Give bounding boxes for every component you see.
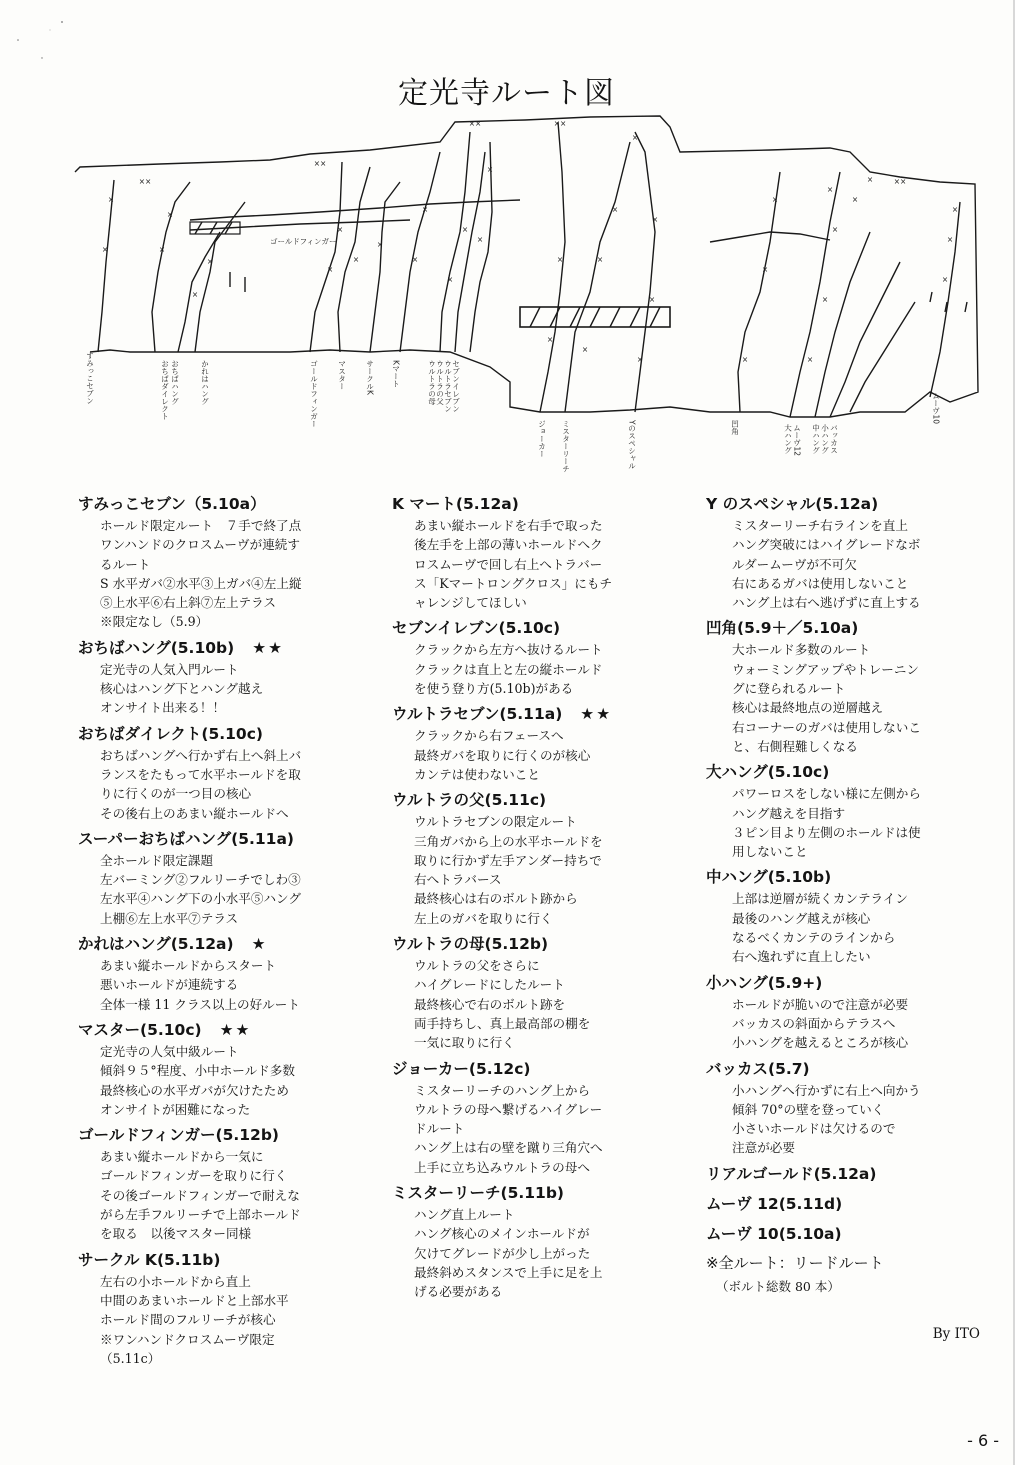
- route-line: ハング上は右の壁を蹴り三角穴へ: [414, 1140, 603, 1156]
- topo-label: すみっこセブン: [85, 352, 95, 405]
- page-title: 定光寺ルート図: [398, 76, 615, 111]
- route-name: すみっこセブン（5.10a）: [78, 495, 266, 513]
- svg-text:×: ×: [851, 195, 859, 204]
- route-line: ハング越えを目指す: [732, 805, 846, 821]
- svg-text:×: ×: [806, 355, 814, 364]
- route-line: 小ハングへ行かずに右上へ向かう: [732, 1082, 921, 1098]
- route-line: 両手持ちし、真上最高部の棚を: [414, 1015, 591, 1031]
- route-name: 大ハング(5.10c): [706, 763, 830, 782]
- route-line: ス「Kマートロングクロス」にもチ: [414, 575, 613, 591]
- route-stars: ★: [251, 935, 268, 954]
- svg-text:×: ×: [107, 195, 115, 204]
- route-line: ルダームーヴが不可欠: [732, 556, 857, 572]
- svg-text:×: ×: [486, 165, 494, 174]
- route-name-real-gold: リアルゴールド(5.12a): [706, 1164, 877, 1183]
- svg-text:×: ×: [821, 295, 829, 304]
- route-line: 全体一様 11 クラス以上の好ルート: [100, 996, 300, 1012]
- route-line: ハング核心のメインホールドが: [414, 1226, 590, 1242]
- page-number: - 6 -: [967, 1431, 999, 1450]
- topo-label: ミスターリーチ: [561, 420, 571, 473]
- topo-label: マスター: [337, 360, 347, 390]
- route-line: ホールド間のフルリーチが核心: [100, 1312, 276, 1328]
- svg-text:×: ×: [476, 235, 484, 244]
- svg-text:×: ×: [461, 225, 469, 234]
- route-line: ウルトラセブンの限定ルート: [414, 814, 577, 830]
- route-line: 小さいホールドは欠けるので: [732, 1121, 896, 1137]
- route-line: ３ピン目より左側のホールドは使: [732, 824, 921, 840]
- topo-label: ジョーカー: [537, 420, 547, 458]
- route-line: ウルトラの父をさらに: [414, 958, 540, 974]
- route-line: あまい縦ホールドから一気に: [100, 1149, 264, 1165]
- topo-label: 大ハング: [783, 424, 793, 454]
- route-name: おちばハング(5.10b): [78, 638, 235, 657]
- route-line: るルート: [100, 556, 151, 572]
- svg-text:××: ××: [553, 119, 567, 128]
- topo-label: ウルトラの母: [427, 360, 437, 405]
- route-line: グに登られるルート: [732, 681, 846, 697]
- topo-label: ゴールドフィンガー: [309, 360, 319, 428]
- scan-specks: [0, 0, 80, 60]
- route-entry: [392, 932, 692, 1052]
- route-line: パワーロスをしない様に左側から: [732, 786, 921, 802]
- route-line: 後左手を上部の薄いホールドへク: [414, 537, 603, 553]
- route-name: ミスターリーチ(5.11b): [392, 1184, 565, 1203]
- route-name: ゴールドフィンガー(5.12b): [78, 1126, 279, 1145]
- route-line: 注意が必要: [732, 1140, 795, 1156]
- route-name: サークル K(5.11b): [78, 1250, 221, 1269]
- topo-label: ムーヴ12: [792, 424, 802, 457]
- route-entry: [392, 1181, 692, 1301]
- svg-text:×: ×: [336, 225, 344, 234]
- route-line: 三角ガバから上の水平ホールドを: [414, 833, 603, 849]
- svg-text:×: ×: [446, 275, 454, 284]
- route-line: その後ゴールドフィンガーで耐えな: [100, 1187, 300, 1203]
- route-line: 用しないこと: [732, 844, 808, 860]
- svg-text:×: ×: [546, 335, 554, 344]
- route-entry: [706, 760, 996, 861]
- svg-text:×: ×: [826, 185, 834, 194]
- svg-text:×: ×: [158, 245, 166, 254]
- route-line: 最終核心は右のボルト跡から: [414, 891, 578, 907]
- route-entry: [78, 492, 378, 632]
- svg-text:×: ×: [941, 275, 949, 284]
- route-line: その後右上のあまい縦ホールドへ: [100, 805, 289, 821]
- svg-text:×: ×: [166, 210, 174, 219]
- route-entry: [78, 722, 378, 823]
- author-byline: By ITO: [932, 1326, 980, 1342]
- route-line: 傾斜９５°程度、小中ホールド多数: [100, 1063, 295, 1079]
- route-entry: [392, 788, 692, 928]
- route-name: ウルトラの父(5.11c): [392, 791, 547, 810]
- svg-text:××: ××: [138, 177, 152, 186]
- svg-text:×: ×: [866, 175, 874, 184]
- route-line: げる必要がある: [414, 1284, 503, 1300]
- lead-route-note: ※全ルート：リードルート: [706, 1253, 884, 1272]
- route-name: 中ハング(5.10b): [706, 868, 832, 887]
- route-line: 傾斜 70°の壁を登っていく: [732, 1101, 885, 1117]
- route-line: 核心はハング下とハング越え: [100, 681, 264, 697]
- route-line: 上部は逆層が続くカンテライン: [732, 891, 908, 907]
- route-name: セブンイレブン(5.10c): [392, 619, 561, 638]
- route-line: クラックから左方へ抜けるルート: [414, 642, 603, 658]
- route-line: 上手に立ち込みウルトラの母へ: [414, 1159, 590, 1175]
- topo-label: セブンイレブン: [451, 360, 461, 413]
- route-line: 上棚⑥左上水平⑦テラス: [100, 910, 239, 926]
- svg-text:×: ×: [421, 205, 429, 214]
- route-line: 右へ逸れずに直上したい: [732, 949, 871, 965]
- route-line: クラックは直上と左の縦ホールド: [414, 661, 603, 677]
- route-line: おちばハングへ行かず右上へ斜上バ: [100, 747, 302, 763]
- svg-text:×: ×: [771, 195, 779, 204]
- route-line: オンサイトが困難になった: [100, 1101, 251, 1117]
- route-entry: [78, 636, 378, 718]
- route-line: バッカスの斜面からテラスへ: [732, 1015, 896, 1031]
- route-line: ミスターリーチ右ラインを直上: [732, 518, 908, 533]
- route-line: と、右側程難しくなる: [732, 738, 858, 754]
- route-line: 全ホールド限定課題: [100, 852, 214, 868]
- svg-text:×: ×: [581, 345, 589, 354]
- route-line: ホールド限定ルート ７手で終了点: [100, 518, 302, 533]
- svg-text:×: ×: [631, 133, 639, 142]
- route-line: 大ホールド多数のルート: [732, 642, 871, 658]
- route-column-1: [78, 492, 378, 1372]
- svg-text:×: ×: [946, 235, 954, 244]
- svg-text:×: ×: [761, 265, 769, 274]
- svg-text:×: ×: [191, 290, 199, 299]
- route-line: ャレンジしてほしい: [414, 595, 527, 611]
- svg-text:×: ×: [376, 240, 384, 249]
- route-name: おちばダイレクト(5.10c): [78, 724, 263, 743]
- route-line: ハング直上ルート: [414, 1207, 515, 1223]
- route-line: 最終ガバを取りに行くのが核心: [414, 747, 591, 763]
- topo-label: ウルトラセブン: [443, 360, 453, 413]
- route-line: ドルート: [414, 1121, 465, 1137]
- route-line: オンサイト出来る！！: [100, 700, 226, 716]
- route-entry: [392, 616, 692, 698]
- route-entry: [706, 1057, 996, 1158]
- topo-label: サークルK: [365, 360, 375, 395]
- route-line: ロスムーヴで回し右上へトラバー: [414, 556, 603, 572]
- route-line: ⑤上水平⑥右上斜⑦左上テラス: [100, 595, 276, 611]
- topo-label: おちばハング: [170, 360, 180, 405]
- route-stars: ★★: [580, 705, 613, 724]
- route-line: 定光寺の人気入門ルート: [100, 661, 239, 677]
- route-name: Y のスペシャル(5.12a): [706, 495, 879, 513]
- svg-text:×: ×: [741, 355, 749, 364]
- route-line: ※ワンハンドクロスムーヴ限定: [100, 1331, 275, 1347]
- route-entry: [78, 1018, 378, 1119]
- route-line: 最後のハング越えが核心: [732, 910, 871, 926]
- svg-text:×: ×: [326, 265, 334, 274]
- route-name: 小ハング(5.9+): [706, 973, 823, 992]
- route-line: 右にあるガバは使用しないこと: [732, 575, 909, 591]
- svg-text:×: ×: [352, 255, 360, 264]
- route-line: 最終核心の水平ガバが欠けたため: [100, 1082, 289, 1098]
- route-name: スーパーおちばハング(5.11a): [78, 829, 295, 848]
- route-column-3: [706, 492, 996, 1298]
- route-line: あまい縦ホールドを右手で取った: [414, 518, 603, 533]
- topo-label: Kマート: [391, 360, 401, 388]
- svg-text:×: ×: [636, 355, 644, 364]
- route-line: 小ハングを越えるところが核心: [732, 1035, 909, 1051]
- route-line: ハング上は右へ逃げずに直上する: [732, 595, 921, 611]
- route-line: ウォーミングアップやトレーニン: [732, 661, 920, 677]
- svg-text:××: ××: [468, 119, 482, 128]
- route-line: S 水平ガバ②水平③上ガバ④左上縦: [100, 575, 302, 591]
- route-line: なるべくカンテのラインから: [732, 930, 896, 946]
- topo-label: 小ハング: [820, 424, 830, 454]
- route-name: K マート(5.12a): [392, 495, 519, 513]
- route-line: ワンハンドのクロスムーヴが連続す: [100, 537, 300, 553]
- svg-text:×: ×: [831, 225, 839, 234]
- route-line: 左バーミング②フルリーチでしわ③: [100, 872, 301, 888]
- svg-text:×: ×: [611, 205, 619, 214]
- route-name: かれはハング(5.12a): [78, 935, 234, 954]
- route-entry: [78, 1248, 378, 1368]
- route-line: ホールドが脆いので注意が必要: [732, 996, 909, 1012]
- route-line: 左上のガバを取りに行く: [414, 910, 553, 926]
- route-entry: [706, 492, 996, 612]
- route-name: 凹角(5.9＋／5.10a): [706, 619, 859, 638]
- svg-text:×: ×: [556, 255, 564, 264]
- route-line: がら左手フルリーチで上部ホールド: [100, 1207, 301, 1223]
- route-line: を使う登り方(5.10b)がある: [414, 681, 574, 697]
- route-line: 右コーナーのガバは使用しないこ: [732, 719, 921, 735]
- route-name: ウルトラの母(5.12b): [392, 935, 549, 954]
- route-line: 一気に取りに行く: [414, 1035, 515, 1051]
- route-line: ゴールドフィンガーを取りに行く: [100, 1168, 288, 1184]
- route-line: ※限定なし（5.9）: [100, 614, 209, 630]
- route-line: 悪いホールドが連続する: [100, 977, 239, 993]
- svg-text:××: ××: [893, 177, 907, 186]
- topo-label: ウルトラの父: [435, 360, 445, 405]
- route-entry: [392, 1057, 692, 1177]
- route-name: ジョーカー(5.12c): [392, 1059, 531, 1078]
- route-name-move-10: ムーヴ 10(5.10a): [706, 1224, 842, 1243]
- route-column-2: [392, 492, 692, 1306]
- route-line: 左右の小ホールドから直上: [100, 1273, 251, 1289]
- route-entry: [706, 865, 996, 966]
- svg-text:×: ×: [596, 255, 604, 264]
- route-line: 中間のあまいホールドと上部水平: [100, 1292, 289, 1308]
- route-name: ウルトラセブン(5.11a): [392, 705, 563, 724]
- route-line: 核心は最終地点の逆層越え: [732, 700, 884, 716]
- route-entry: [706, 616, 996, 756]
- route-name: マスター(5.10c): [78, 1020, 202, 1039]
- route-line: あまい縦ホールドからスタート: [100, 958, 277, 974]
- route-entry: [78, 1123, 378, 1243]
- svg-text:×: ×: [101, 245, 109, 254]
- topo-label: 凹角: [730, 420, 740, 435]
- route-line: 欠けてグレードが少し上がった: [414, 1245, 591, 1261]
- route-line: 取りに行かず左手アンダー持ちで: [414, 852, 602, 868]
- route-topo-diagram: [70, 112, 980, 482]
- bolt-count-note: （ボルト総数 80 本）: [716, 1278, 840, 1294]
- route-line: 定光寺の人気中級ルート: [100, 1043, 239, 1059]
- route-entry: [78, 932, 378, 1014]
- route-line: 右へトラバース: [414, 872, 502, 888]
- route-line: 最終核心で右のボルト跡を: [414, 996, 566, 1012]
- svg-text:×: ×: [206, 257, 214, 266]
- topo-label: ムーヴ10: [931, 392, 941, 425]
- route-entry: [706, 971, 996, 1053]
- route-line: ハイグレードにしたルート: [414, 977, 565, 993]
- route-entry: [392, 702, 692, 784]
- route-line: （5.11c）: [100, 1350, 161, 1366]
- topo-route-labels: [85, 352, 940, 473]
- route-entry: [78, 827, 378, 928]
- svg-text:×: ×: [411, 255, 419, 264]
- svg-text:×: ×: [648, 295, 656, 304]
- topo-label: Yのスペシャル: [627, 420, 637, 470]
- topo-label: バッカス: [829, 424, 839, 454]
- route-line: ハング突破にはハイグレードなボ: [732, 537, 921, 553]
- route-name: バッカス(5.7): [706, 1059, 810, 1078]
- svg-text:×: ×: [951, 205, 959, 214]
- topo-label: おちばダイレクト: [160, 360, 170, 420]
- route-line: りに行くのが一つ目の核心: [100, 786, 252, 802]
- route-line: クラックから右フェースへ: [414, 728, 564, 744]
- route-line: 左水平④ハング下の小水平⑤ハング: [100, 891, 301, 907]
- route-stars: ★★: [219, 1020, 252, 1039]
- route-stars: ★★: [252, 638, 284, 657]
- route-line: ランスをたもって水平ホールドを取: [100, 766, 301, 782]
- route-entry: [392, 492, 692, 612]
- route-line: ミスターリーチのハング上から: [414, 1082, 591, 1098]
- svg-text:××: ××: [313, 159, 327, 168]
- route-line: ウルトラの母へ繋げるハイグレー: [414, 1101, 603, 1117]
- topo-label: かれはハング: [200, 360, 210, 405]
- topo-label-goldfinger: ゴールドフィンガー: [270, 237, 337, 246]
- topo-label: 中ハング: [811, 424, 821, 454]
- route-name-move-12: ムーヴ 12(5.11d): [706, 1194, 843, 1213]
- route-line: 最終斜めスタンスで上手に足を上: [414, 1264, 603, 1280]
- route-line: を取る 以後マスター同様: [100, 1226, 252, 1242]
- route-line: カンテは使わないこと: [414, 766, 540, 782]
- svg-text:×: ×: [651, 215, 659, 224]
